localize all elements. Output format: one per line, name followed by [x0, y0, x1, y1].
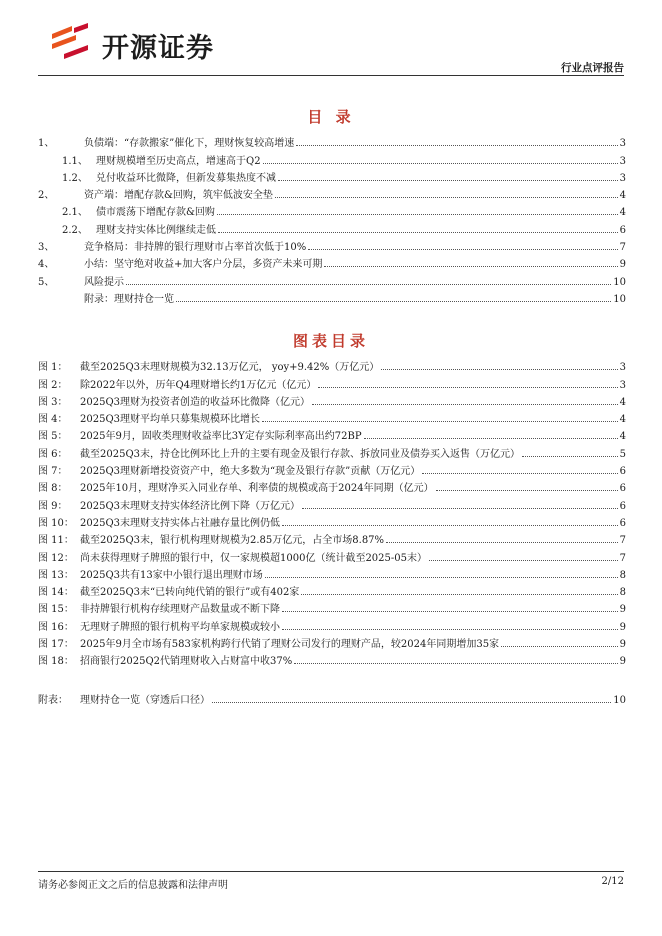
entry-page: 5 [619, 448, 626, 460]
entry-number: 2.2、 [62, 224, 88, 236]
appendix-number: 附表： [38, 695, 68, 707]
leader-dots [381, 369, 617, 370]
entry-page: 4 [619, 431, 626, 443]
entry-page: 7 [619, 242, 626, 254]
figure-entry[interactable] [38, 546, 626, 563]
entry-page: 8 [619, 587, 626, 599]
entry-number: 2、 [38, 190, 55, 202]
toc-entry[interactable] [38, 288, 626, 305]
appendix-page: 10 [613, 695, 626, 707]
toc-entry[interactable] [38, 201, 626, 218]
entry-page: 9 [619, 621, 626, 633]
leader-dots [364, 438, 618, 439]
entry-number: 1.1、 [62, 155, 88, 167]
leader-dots [324, 266, 617, 267]
entry-text: 招商银行2025Q2代销理财收入占财富中收37% [80, 656, 293, 668]
header-divider [38, 75, 624, 76]
entry-number: 1、 [38, 138, 55, 150]
leader-dots [126, 284, 611, 285]
leader-dots [422, 473, 617, 474]
entry-number: 图 6： [38, 448, 68, 460]
leader-dots [212, 702, 611, 703]
leader-dots [308, 249, 617, 250]
entry-page: 4 [619, 190, 626, 202]
entry-number: 4、 [38, 259, 55, 271]
leader-dots [217, 214, 618, 215]
leader-dots [312, 404, 618, 405]
leader-dots [436, 490, 618, 491]
leader-dots [386, 542, 618, 543]
entry-text: 竞争格局：非持牌的银行理财市占率首次低于10% [84, 242, 307, 254]
entry-number: 图 15： [38, 604, 74, 616]
figure-entry[interactable] [38, 442, 626, 459]
leader-dots [265, 577, 618, 578]
figure-entry[interactable] [38, 650, 626, 667]
entry-text: 风险提示 [84, 276, 124, 288]
entry-page: 4 [619, 207, 626, 219]
leader-dots [176, 301, 611, 302]
company-logo-icon [50, 22, 90, 60]
entry-text: 2025年9月全市场有583家机构跨行代销了理财公司发行的理财产品，较2024年同期增加35家 [80, 639, 500, 651]
figure-entry[interactable] [38, 615, 626, 632]
entry-number: 图 2： [38, 379, 68, 391]
toc-entry[interactable] [38, 253, 626, 270]
entry-text: 截至2025Q3末理财规模为32.13万亿元， yoy+9.42%（万亿元） [80, 362, 380, 374]
toc-title: 目 录 [307, 108, 355, 126]
entry-text: 小结：坚守绝对收益+加大客户分层，多资产未来可期 [84, 259, 323, 271]
entry-number: 图 17： [38, 639, 74, 651]
toc-entry[interactable] [38, 270, 626, 287]
entry-page: 9 [619, 604, 626, 616]
figure-list [38, 356, 626, 667]
entry-page: 3 [619, 172, 626, 184]
entry-page: 3 [619, 138, 626, 150]
leader-dots [218, 232, 618, 233]
entry-text: 兑付收益环比微降，但新发募集热度不减 [96, 172, 276, 184]
entry-text: 负债端：“存款搬家”催化下，理财恢复较高增速 [84, 138, 295, 150]
entry-number: 图 7： [38, 466, 68, 478]
page-header [38, 20, 624, 72]
entry-page: 3 [619, 155, 626, 167]
entry-page: 6 [619, 500, 626, 512]
figure-entry[interactable] [38, 460, 626, 477]
entry-text: 债市震荡下增配存款&回购 [96, 207, 215, 219]
entry-number: 3、 [38, 242, 55, 254]
figure-entry[interactable] [38, 425, 626, 442]
leader-dots [429, 560, 618, 561]
entry-page: 9 [619, 639, 626, 651]
entry-number: 图 9： [38, 500, 68, 512]
entry-text: 无理财子牌照的银行机构平均单家规模或较小 [80, 621, 280, 633]
entry-text: 2025年9月，固收类理财收益率比3Y定存实际利率高出约72BP [80, 431, 362, 443]
entry-text: 截至2025Q3末，银行机构理财规模为2.85万亿元，占全市场8.87% [80, 535, 385, 547]
toc-entry[interactable] [38, 184, 626, 201]
leader-dots [296, 145, 617, 146]
figure-entry[interactable] [38, 356, 626, 373]
entry-number: 图 13： [38, 569, 74, 581]
entry-number: 2.1、 [62, 207, 88, 219]
entry-number: 图 5： [38, 431, 68, 443]
entry-page: 4 [619, 414, 626, 426]
entry-text: 2025Q3末理财支持实体经济比例下降（万亿元） [80, 500, 301, 512]
entry-text: 尚未获得理财子牌照的银行中，仅一家规模超1000亿（统计截至2025-05末） [80, 552, 428, 564]
entry-page: 7 [619, 535, 626, 547]
entry-text: 非持牌银行机构存续理财产品数量或不断下降 [80, 604, 280, 616]
footer-divider [38, 871, 624, 872]
figure-entry[interactable] [38, 494, 626, 511]
entry-number: 图 18： [38, 656, 74, 668]
toc-entry[interactable] [38, 149, 626, 166]
figure-entry[interactable] [38, 529, 626, 546]
entry-number: 图 1： [38, 362, 68, 374]
entry-text: 2025年10月，理财净买入同业存单、利率债的规模或高于2024年同期（亿元） [80, 483, 434, 495]
entry-page: 6 [619, 517, 626, 529]
entry-number: 图 12： [38, 552, 74, 564]
toc-entry[interactable] [38, 236, 626, 253]
appendix-text: 理财持仓一览（穿透后口径） [80, 695, 210, 707]
appendix-list [38, 689, 626, 706]
entry-text: 除2022年以外，历年Q4理财增长约1万亿元（亿元） [80, 379, 317, 391]
entry-page: 9 [619, 656, 626, 668]
entry-page: 6 [619, 466, 626, 478]
entry-text: 2025Q3理财平均单只募集规模环比增长 [80, 414, 261, 426]
entry-text: 截至2025Q3末“已转向纯代销的银行”或有402家 [80, 587, 300, 599]
figure-entry[interactable] [38, 598, 626, 615]
leader-dots [282, 611, 618, 612]
entry-number: 图 4： [38, 414, 68, 426]
leader-dots [262, 421, 618, 422]
leader-dots [318, 387, 617, 388]
entry-page: 10 [613, 293, 626, 305]
entry-number: 图 8： [38, 483, 68, 495]
leader-dots [263, 163, 618, 164]
leader-dots [501, 646, 618, 647]
entry-number: 图 11： [38, 535, 74, 547]
entry-text: 附录：理财持仓一览 [84, 293, 174, 305]
figure-entry[interactable] [38, 373, 626, 390]
figure-entry[interactable] [38, 391, 626, 408]
figure-entry[interactable] [38, 408, 626, 425]
entry-page: 6 [619, 483, 626, 495]
brand-name: 开源证券 [102, 33, 214, 64]
figure-entry[interactable] [38, 512, 626, 529]
report-type-label: 行业点评报告 [561, 62, 624, 74]
entry-page: 4 [619, 396, 626, 408]
toc-entry[interactable] [38, 167, 626, 184]
entry-text: 资产端：增配存款&回购，筑牢低波安全垫 [84, 190, 273, 202]
leader-dots [302, 508, 618, 509]
entry-page: 9 [619, 259, 626, 271]
entry-page: 3 [619, 362, 626, 374]
entry-page: 8 [619, 569, 626, 581]
entry-text: 2025Q3理财新增投资资产中，绝大多数为“现金及银行存款”贡献（万亿元） [80, 466, 421, 478]
entry-number: 1.2、 [62, 172, 88, 184]
entry-text: 2025Q3末理财支持实体占社融存量比例仍低 [80, 517, 281, 529]
entry-text: 2025Q3共有13家中小银行退出理财市场 [80, 569, 263, 581]
toc-entry[interactable] [38, 132, 626, 149]
figure-entry[interactable] [38, 581, 626, 598]
leader-dots [522, 456, 618, 457]
entry-page: 7 [619, 552, 626, 564]
leader-dots [275, 197, 618, 198]
entry-text: 理财规模增至历史高点，增速高于Q2 [96, 155, 261, 167]
entry-number: 图 16： [38, 621, 74, 633]
entry-page: 3 [619, 379, 626, 391]
leader-dots [278, 180, 618, 181]
entry-page: 10 [613, 276, 626, 288]
figure-list-title: 图表目录 [292, 332, 369, 350]
figure-entry[interactable] [38, 633, 626, 650]
leader-dots [294, 663, 617, 664]
footer-disclaimer: 请务必参阅正文之后的信息披露和法律声明 [38, 880, 228, 891]
entry-number: 图 14： [38, 587, 74, 599]
entry-number: 5、 [38, 276, 55, 288]
figure-entry[interactable] [38, 477, 626, 494]
entry-number: 图 10： [38, 517, 74, 529]
figure-entry[interactable] [38, 564, 626, 581]
page-number: 2/12 [601, 876, 624, 887]
toc-entry[interactable] [38, 218, 626, 235]
leader-dots [282, 525, 618, 526]
leader-dots [301, 594, 617, 595]
leader-dots [282, 629, 618, 630]
entry-text: 理财支持实体比例继续走低 [96, 224, 216, 236]
entry-page: 6 [619, 224, 626, 236]
entry-text: 2025Q3理财为投资者创造的收益环比微降（亿元） [80, 396, 311, 408]
entry-text: 截至2025Q3末，持仓比例环比上升的主要有现金及银行存款、拆放同业及债券买入返售（万亿元） [80, 448, 521, 460]
appendix-entry[interactable] [38, 689, 626, 706]
toc-list [38, 132, 626, 305]
entry-number: 图 3： [38, 396, 68, 408]
